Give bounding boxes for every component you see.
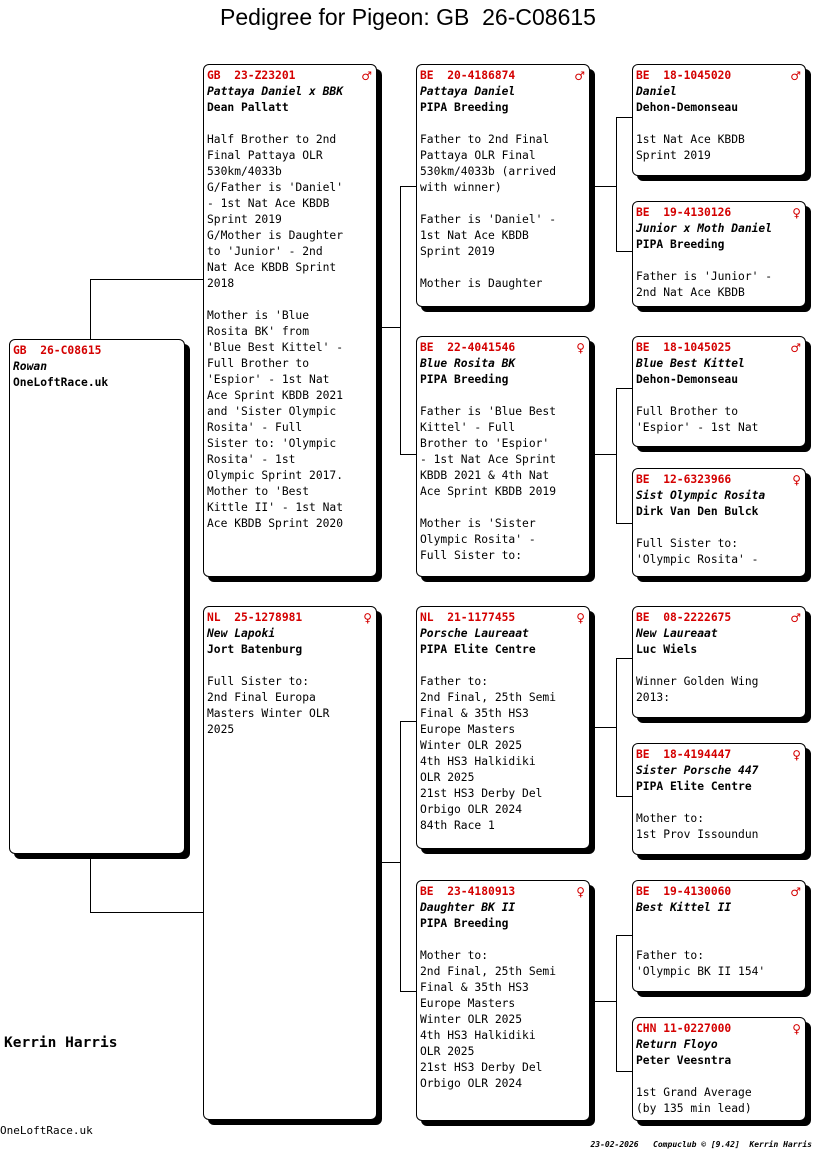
site-url: OneLoftRace.uk bbox=[0, 1124, 93, 1137]
connector-line bbox=[616, 935, 633, 936]
pigeon-name: Best Kittel II bbox=[636, 901, 732, 914]
pigeon-card-sds[interactable] bbox=[632, 336, 806, 447]
pigeon-owner bbox=[636, 916, 801, 932]
female-icon: ♀ bbox=[792, 748, 801, 762]
pigeon-name: Daughter BK II bbox=[420, 901, 516, 914]
connector-line bbox=[616, 117, 633, 118]
breeder-name: Kerrin Harris bbox=[4, 1035, 118, 1051]
male-icon: ♂ bbox=[790, 885, 801, 899]
ring-number: BE 18-4194447 bbox=[636, 748, 732, 761]
female-icon: ♀ bbox=[792, 473, 801, 487]
pigeon-card-dds[interactable] bbox=[632, 880, 806, 992]
male-icon: ♂ bbox=[574, 69, 585, 83]
ring-number: BE 18-1045020 bbox=[636, 69, 732, 82]
pigeon-notes: Father is 'Junior' - 2nd Nat Ace KBDB bbox=[636, 270, 773, 299]
male-icon: ♂ bbox=[790, 611, 801, 625]
connector-line bbox=[616, 658, 633, 659]
connector-line bbox=[400, 721, 401, 991]
pigeon-name: Blue Rosita BK bbox=[420, 357, 516, 370]
pigeon-notes: Full Sister to: 2nd Final Europa Masters Winter OLR 2025 bbox=[207, 675, 330, 736]
pigeon-owner: Peter Veesntra bbox=[636, 1054, 732, 1067]
pigeon-name: Pattaya Daniel bbox=[420, 85, 516, 98]
connector-line bbox=[400, 186, 417, 187]
female-icon: ♀ bbox=[792, 1022, 801, 1036]
pigeon-card-subject[interactable] bbox=[9, 339, 185, 854]
connector-line bbox=[90, 912, 204, 913]
ring-number: BE 12-6323966 bbox=[636, 473, 732, 486]
connector-line bbox=[589, 186, 616, 187]
pigeon-name: Porsche Laureaat bbox=[420, 627, 529, 640]
ring-number: NL 25-1278981 bbox=[207, 611, 303, 624]
pigeon-owner: Dean Pallatt bbox=[207, 101, 289, 114]
pigeon-name: Pattaya Daniel x BBK bbox=[207, 85, 344, 98]
pigeon-name: Sister Porsche 447 bbox=[636, 764, 759, 777]
pigeon-owner: PIPA Breeding bbox=[420, 373, 509, 386]
connector-line bbox=[589, 1001, 616, 1002]
female-icon: ♀ bbox=[576, 341, 585, 355]
connector-line bbox=[90, 279, 204, 280]
pigeon-notes: Mother to: 1st Prov Issoundun bbox=[636, 812, 759, 841]
pigeon-owner: Dehon-Demonseau bbox=[636, 373, 739, 386]
pigeon-notes: Father is 'Blue Best Kittel' - Full Brother to 'Espior' - 1st Nat Ace Sprint KBDB 2021 & 4th Nat Ace Sprint KBDB 2019 Mother is 'Sister Olympic Rosita' - Full Sister to: bbox=[420, 405, 557, 562]
pigeon-owner: Dirk Van Den Bulck bbox=[636, 505, 759, 518]
connector-line bbox=[589, 727, 616, 728]
page-title: Pedigree for Pigeon: GB 26-C08615 bbox=[220, 4, 596, 30]
connector-line bbox=[400, 454, 417, 455]
pigeon-owner: PIPA Breeding bbox=[420, 101, 509, 114]
female-icon: ♀ bbox=[576, 885, 585, 899]
pigeon-owner: OneLoftRace.uk bbox=[13, 376, 109, 389]
female-icon: ♀ bbox=[576, 611, 585, 625]
pigeon-name: New Laureaat bbox=[636, 627, 718, 640]
connector-line bbox=[616, 523, 633, 524]
footer-info: 23-02-2026 Compuclub © [9.42] Kerrin Harris bbox=[590, 1140, 812, 1149]
pigeon-card-dam-sire[interactable] bbox=[416, 606, 590, 849]
connector-line bbox=[90, 279, 91, 340]
ring-number: CHN 11-0227000 bbox=[636, 1022, 732, 1035]
pigeon-card-sire-sire[interactable] bbox=[416, 64, 590, 307]
connector-line bbox=[616, 1071, 633, 1072]
pigeon-name: Sist Olympic Rosita bbox=[636, 489, 766, 502]
male-icon: ♂ bbox=[361, 69, 372, 83]
pigeon-notes: 1st Grand Average (by 135 min lead) bbox=[636, 1086, 752, 1115]
female-icon: ♀ bbox=[363, 611, 372, 625]
pigeon-notes: Father to: 'Olympic BK II 154' bbox=[636, 949, 766, 978]
pigeon-owner: PIPA Elite Centre bbox=[636, 780, 752, 793]
pigeon-notes: Father to 2nd Final Pattaya OLR Final 530km/4033b (arrived with winner) Father is 'Daniel' - 1st Nat Ace KBDB Sprint 2019 Mother is Daughter bbox=[420, 133, 557, 290]
connector-line bbox=[616, 935, 617, 1071]
pigeon-notes: Full Sister to: 'Olympic Rosita' - bbox=[636, 537, 759, 566]
pigeon-card-dsd[interactable] bbox=[632, 743, 806, 855]
ring-number: BE 08-2222675 bbox=[636, 611, 732, 624]
pigeon-card-dam[interactable] bbox=[203, 606, 377, 1120]
connector-line bbox=[616, 251, 633, 252]
pigeon-owner: PIPA Elite Centre bbox=[420, 643, 536, 656]
pigeon-card-dam-dam[interactable] bbox=[416, 880, 590, 1121]
pigeon-name: Blue Best Kittel bbox=[636, 357, 745, 370]
pigeon-notes: Full Brother to 'Espior' - 1st Nat bbox=[636, 405, 759, 434]
pigeon-name: Daniel bbox=[636, 85, 677, 98]
female-icon: ♀ bbox=[792, 206, 801, 220]
pigeon-notes: Winner Golden Wing 2013: bbox=[636, 675, 759, 704]
connector-line bbox=[616, 658, 617, 796]
ring-number: BE 22-4041546 bbox=[420, 341, 516, 354]
connector-line bbox=[616, 388, 617, 523]
pigeon-owner: PIPA Breeding bbox=[636, 238, 725, 251]
pigeon-notes: Father to: 2nd Final, 25th Semi Final & 35th HS3 Europe Masters Winter OLR 2025 4th HS3 Halkidiki OLR 2025 21st HS3 Derby Del Orbigo OLR 2024 84th Race 1 bbox=[420, 675, 557, 832]
connector-line bbox=[400, 721, 417, 722]
connector-line bbox=[376, 327, 400, 328]
pigeon-notes: Half Brother to 2nd Final Pattaya OLR 530km/4033b G/Father is 'Daniel' - 1st Nat Ace KBDB Sprint 2019 G/Mother is Daughter to 'Junior' - 2nd Nat Ace KBDB Sprint 2018 Mother is 'Blue Rosita BK' from 'Blue Best Kittel' - Full Brother to 'Espior' - 1st Nat Ace Sprint KBDB 2021 and 'Sister Olympic Rosita' - Full Sister to: 'Olympic Rosita' - 1st Olympic Sprint 2017. Mother to 'Best Kittle II' - 1st Nat Ace KBDB Sprint 2020 bbox=[207, 133, 344, 530]
ring-number: BE 20-4186874 bbox=[420, 69, 516, 82]
pigeon-notes: 1st Nat Ace KBDB Sprint 2019 bbox=[636, 133, 745, 162]
pigeon-owner: PIPA Breeding bbox=[420, 917, 509, 930]
pigeon-card-dss[interactable] bbox=[632, 606, 806, 718]
pigeon-owner: Dehon-Demonseau bbox=[636, 101, 739, 114]
pigeon-card-sdd[interactable] bbox=[632, 468, 806, 577]
connector-line bbox=[400, 991, 417, 992]
connector-line bbox=[400, 186, 401, 454]
connector-line bbox=[616, 796, 633, 797]
ring-number: GB 23-Z23201 bbox=[207, 69, 296, 82]
connector-line bbox=[616, 388, 633, 389]
pigeon-name: New Lapoki bbox=[207, 627, 276, 640]
connector-line bbox=[589, 454, 616, 455]
pigeon-owner: Luc Wiels bbox=[636, 643, 698, 656]
pigeon-card-sss[interactable] bbox=[632, 64, 806, 176]
pigeon-card-ddd[interactable] bbox=[632, 1017, 806, 1121]
pigeon-name: Return Floyo bbox=[636, 1038, 718, 1051]
connector-line bbox=[376, 862, 400, 863]
pigeon-card-sire-dam[interactable] bbox=[416, 336, 590, 577]
pigeon-card-ssd[interactable] bbox=[632, 201, 806, 307]
ring-number: BE 19-4130126 bbox=[636, 206, 732, 219]
ring-number: GB 26-C08615 bbox=[13, 344, 102, 357]
pigeon-name: Rowan bbox=[13, 360, 48, 373]
connector-line bbox=[90, 852, 91, 912]
male-icon: ♂ bbox=[790, 341, 801, 355]
pigeon-card-sire[interactable] bbox=[203, 64, 377, 577]
pigeon-owner: Jort Batenburg bbox=[207, 643, 303, 656]
connector-line bbox=[616, 117, 617, 251]
pigeon-name: Junior x Moth Daniel bbox=[636, 222, 773, 235]
ring-number: BE 23-4180913 bbox=[420, 885, 516, 898]
ring-number: BE 19-4130060 bbox=[636, 885, 732, 898]
ring-number: BE 18-1045025 bbox=[636, 341, 732, 354]
ring-number: NL 21-1177455 bbox=[420, 611, 516, 624]
pigeon-notes: Mother to: 2nd Final, 25th Semi Final & 35th HS3 Europe Masters Winter OLR 2025 4th HS3 Halkidiki OLR 2025 21st HS3 Derby Del Orbigo OLR 2024 bbox=[420, 949, 557, 1090]
male-icon: ♂ bbox=[790, 69, 801, 83]
